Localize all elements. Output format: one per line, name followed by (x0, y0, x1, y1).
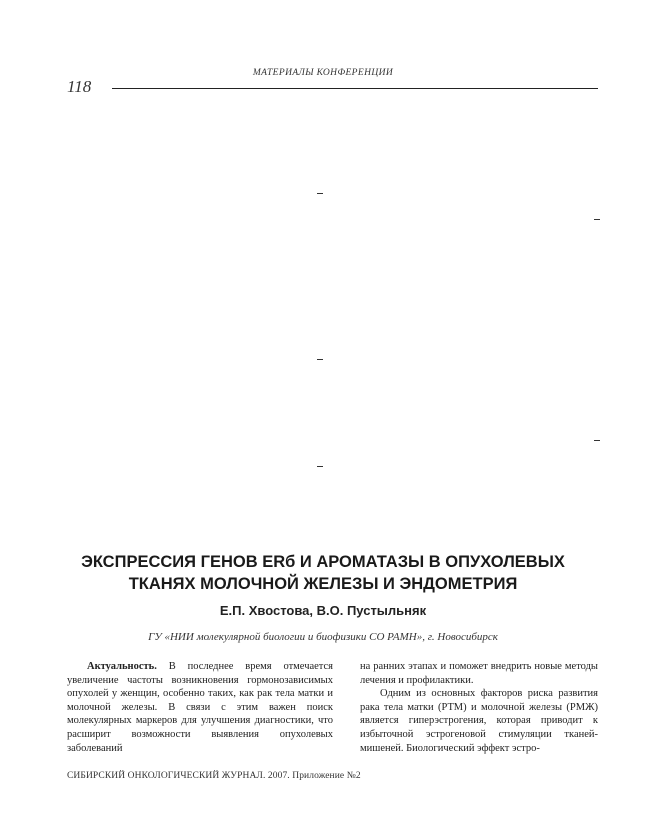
stray-dash-mark (317, 466, 323, 467)
stray-dash-mark (594, 219, 600, 220)
article-title-line-1: ЭКСПРЕССИЯ ГЕНОВ ERб И АРОМАТАЗЫ В ОПУХОЛЕВЫХ (81, 553, 565, 571)
paragraph-relevance (67, 660, 333, 755)
paragraph-continuation: на ранних этапах и поможет внедрить новые методы лечения и профилактики. (360, 661, 598, 686)
running-head: МАТЕРИАЛЫ КОНФЕРЕНЦИИ (252, 68, 394, 78)
stray-dash-mark (317, 193, 323, 194)
article-title-line-2: ТКАНЯХ МОЛОЧНОЙ ЖЕЛЕЗЫ И ЭНДОМЕТРИЯ (128, 575, 518, 593)
paragraph-risk-factors: Одним из основных факторов риска развития рака тела матки (РТМ) и молочной железы (РМЖ) является гиперэстрогения, которая приводит к избыточной эстрогеновой стимуляции тканей-мишеней. Биологический эффект эстро- (360, 688, 598, 754)
page-number: 118 (67, 77, 92, 96)
stray-dash-mark (594, 440, 600, 441)
journal-footer: СИБИРСКИЙ ОНКОЛОГИЧЕСКИЙ ЖУРНАЛ. 2007. Приложение №2 (67, 771, 361, 781)
authors: Е.П. Хвостова, В.О. Пустыльняк (219, 603, 427, 618)
article-title (60, 551, 586, 595)
section-lead: Актуальность. (87, 661, 157, 672)
stray-dash-mark (317, 359, 323, 360)
header-rule (112, 88, 598, 89)
body-column-left (67, 660, 333, 755)
paragraph-text: В последнее время отмечается увеличение частоты возникновения гормонозависимых опухолей у женщин, особенно таких, как рак тела матки и молочной железы. В связи с этим важен поиск молекулярных маркеров для улучшения диагностики, что расширит возможности выявления опухолевых заболеваний (67, 661, 334, 754)
body-column-right (360, 660, 598, 755)
affiliation: ГУ «НИИ молекулярной биологии и биофизики СО РАМН», г. Новосибирск (148, 631, 498, 643)
